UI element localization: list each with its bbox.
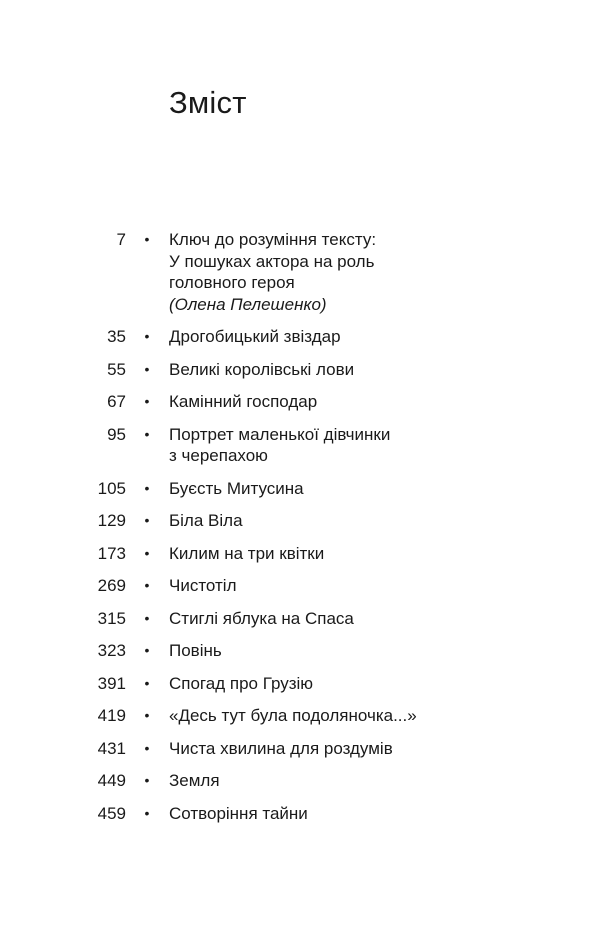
bullet-icon: • — [144, 707, 150, 723]
bullet-icon: • — [144, 674, 150, 691]
toc-entry — [0, 640, 600, 662]
toc-title-line: Спогад про Грузію — [169, 673, 314, 693]
toc-page-number: 55 — [107, 359, 126, 379]
toc-title-line: Ключ до розуміння тексту: — [169, 230, 377, 249]
toc-title-line: Чистотіл — [169, 576, 237, 595]
toc-title-line: Біла Віла — [169, 511, 243, 530]
toc-page-number: 431 — [97, 738, 126, 758]
toc-page-number: 323 — [97, 641, 126, 660]
toc-page-number: 35 — [107, 327, 126, 346]
toc-title-line: Чиста хвилина для роздумів — [169, 738, 393, 758]
toc-entry — [0, 391, 600, 413]
toc-page-number: 7 — [116, 230, 126, 249]
table-of-contents — [0, 229, 600, 835]
toc-page-number: 67 — [107, 392, 126, 411]
bullet-icon: • — [144, 544, 150, 561]
toc-page-number: 391 — [97, 673, 126, 693]
bullet-icon: • — [144, 328, 150, 344]
toc-entry — [0, 575, 600, 597]
toc-title-line: Портрет маленької дівчинки — [169, 424, 391, 444]
toc-entry — [0, 543, 600, 565]
toc-entry — [0, 424, 600, 467]
bullet-icon: • — [144, 512, 150, 528]
bullet-icon: • — [144, 577, 150, 593]
toc-title-line: Камінний господар — [169, 392, 318, 411]
toc-page-number: 173 — [97, 543, 126, 563]
toc-title-line: У пошуках актора на роль — [169, 251, 375, 271]
toc-entry — [0, 510, 600, 532]
toc-title-line: головного героя — [169, 273, 295, 292]
toc-title-line: Сотворіння тайни — [169, 803, 308, 823]
toc-entry — [0, 359, 600, 381]
toc-entry — [0, 673, 600, 695]
toc-page-number: 95 — [107, 424, 126, 444]
bullet-icon: • — [144, 393, 150, 409]
bullet-icon: • — [144, 642, 150, 658]
toc-page-number: 459 — [97, 803, 126, 823]
toc-title-line: «Десь тут була подоляночка...» — [169, 706, 417, 725]
bullet-icon: • — [144, 479, 150, 496]
toc-title-line: Дрогобицький звіздар — [169, 327, 341, 346]
toc-title-line: Повінь — [169, 641, 222, 660]
page-title: Зміст — [169, 85, 247, 120]
toc-title-line: Буєсть Митусина — [169, 478, 304, 498]
toc-entry — [0, 608, 600, 630]
toc-title-line: з черепахою — [169, 446, 268, 465]
toc-page-number: 129 — [97, 511, 126, 530]
bullet-icon: • — [144, 425, 150, 442]
toc-author: (Олена Пелешенко) — [169, 294, 327, 314]
toc-entry — [0, 326, 600, 348]
toc-page-number: 315 — [97, 608, 126, 628]
toc-title-line: Великі королівські лови — [169, 359, 355, 379]
toc-entry — [0, 770, 600, 792]
toc-entry — [0, 803, 600, 825]
toc-entry — [0, 229, 600, 315]
toc-page-number: 449 — [97, 771, 126, 790]
bullet-icon: • — [144, 804, 150, 821]
bullet-icon: • — [144, 360, 150, 377]
bullet-icon: • — [144, 609, 150, 626]
toc-page-number: 269 — [97, 576, 126, 595]
bullet-icon: • — [144, 231, 150, 247]
toc-page-number: 419 — [97, 706, 126, 725]
toc-entry — [0, 705, 600, 727]
toc-page-number: 105 — [97, 478, 126, 498]
toc-title-line: Земля — [169, 771, 220, 790]
toc-entry — [0, 478, 600, 500]
toc-title-line: Килим на три квітки — [169, 543, 325, 563]
bullet-icon: • — [144, 772, 150, 788]
toc-title-line: Стиглі яблука на Спаса — [169, 608, 354, 628]
toc-entry — [0, 738, 600, 760]
bullet-icon: • — [144, 739, 150, 756]
